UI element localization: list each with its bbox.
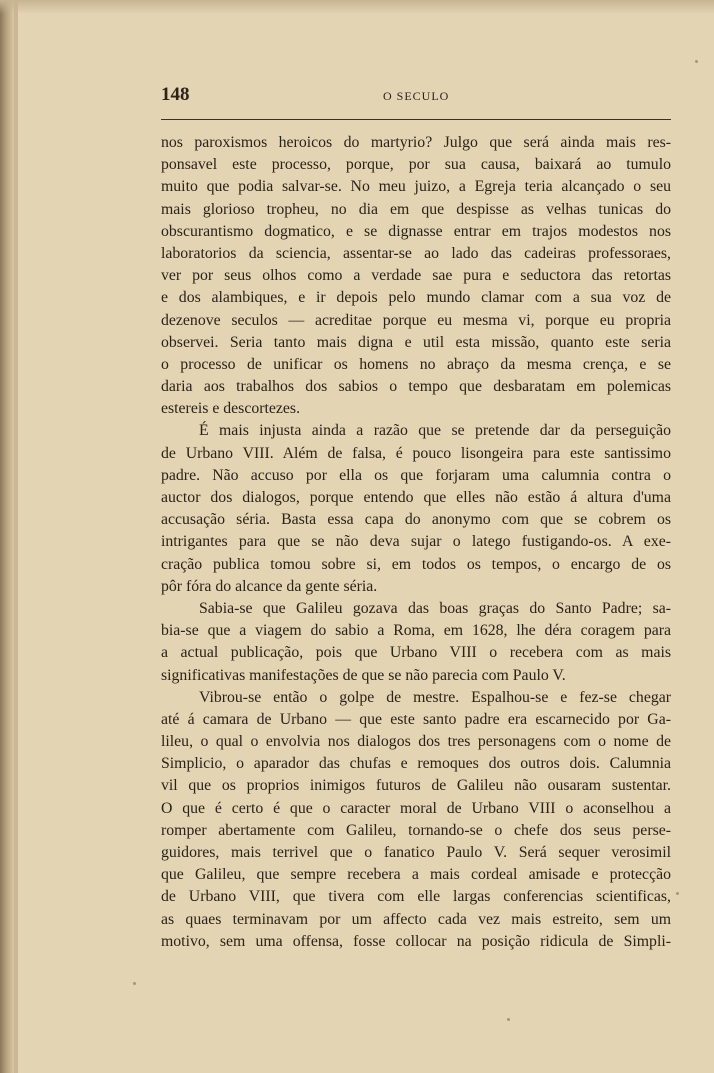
paper-speck	[695, 60, 698, 63]
text-line: mais glorioso tropheu, no dia em que despisse as velhas tunicas do	[161, 200, 671, 218]
text-line: significativas manifestações de que se não parecia com Paulo V.	[161, 666, 566, 684]
text-line: guidores, mais terrivel que o fanatico Paulo V. Será sequer verosimil	[161, 844, 671, 861]
page-fold	[14, 0, 18, 1073]
text-line: romper abertamente com Galileu, tornando-se o chefe dos seus perse-	[161, 821, 671, 839]
text-line: intrigantes para que se não deva sujar o latego fustigando-os. A exe-	[161, 533, 671, 551]
text-line: ponsavel este processo, porque, por sua causa, baixará ao tumulo	[161, 156, 671, 174]
text-line: daria aos trabalhos dos sabios o tempo que desbaratam em polemicas	[161, 378, 671, 396]
header-rule	[161, 119, 671, 120]
page-header	[161, 84, 671, 112]
paper-speck	[676, 892, 679, 895]
binding-shadow	[0, 0, 14, 1073]
text-line: lileu, o qual o envolvia nos dialogos dos tres personagens com o nome de	[161, 733, 671, 751]
text-line: nos paroxismos heroicos do martyrio? Julgo que será ainda mais res-	[161, 134, 671, 151]
text-line: Simplicio, o aparador das chufas e remoques dos outros dois. Calumnia	[161, 755, 671, 773]
text-line: motivo, sem uma offensa, fosse collocar na posição ridicula de Simpli-	[161, 932, 671, 950]
text-line: Sabia-se que Galileu gozava das boas graças do Santo Padre; sa-	[199, 599, 671, 617]
text-line: de Urbano VIII, que tivera com elle largas conferencias scientificas,	[161, 888, 671, 906]
text-line: até á camara de Urbano — que este santo padre era escarnecido por Ga-	[161, 710, 671, 728]
text-line: muito que podia salvar-se. No meu juizo, a Egreja teria alcançado o seu	[161, 178, 671, 196]
text-line: padre. Não accuso por ella os que forjaram uma calumnia contra o	[161, 466, 671, 484]
text-line: obscurantismo dogmatico, e se dignasse entrar em trajos modestos nos	[161, 222, 671, 240]
text-line: Vibrou-se então o golpe de mestre. Espalhou-se e fez-se chegar	[199, 688, 671, 706]
text-line: de Urbano VIII. Além de falsa, é pouco lisongeira para este santissimo	[161, 444, 671, 462]
paper-speck	[507, 1018, 510, 1021]
text-line: o processo de unificar os homens no abraço da mesma crença, e se	[161, 355, 671, 373]
text-line: laboratorios da sciencia, assentar-se ao lado das cadeiras professoraes,	[161, 244, 671, 262]
text-line: as quaes terminavam por um affecto cada vez mais estreito, sem um	[161, 910, 671, 928]
text-line: que Galileu, que sempre recebera a mais cordeal amisade e protecção	[161, 866, 671, 884]
text-line: vil que os proprios inimigos futuros de Galileu não ousaram sustentar.	[161, 777, 671, 795]
page-number: 148	[161, 84, 190, 105]
text-line: accusação séria. Basta essa capa do anonymo com que se cobrem os	[161, 511, 671, 529]
text-line: O que é certo é que o caracter moral de Urbano VIII o aconselhou a	[161, 799, 671, 817]
top-shade	[0, 0, 714, 14]
text-line: e dos alambiques, e ir depois pelo mundo clamar com a sua voz de	[161, 289, 671, 307]
text-line: a actual publicação, pois que Urbano VIII o recebera com as mais	[161, 644, 671, 662]
body-text	[161, 132, 671, 953]
running-title: O SECULO	[383, 89, 450, 103]
text-line: pôr fóra do alcance da gente séria.	[161, 577, 378, 595]
text-line: observei. Seria tanto mais digna e util esta missão, quanto este seria	[161, 333, 671, 351]
text-line: dezenove seculos — acreditae porque eu mesma vi, porque eu propria	[161, 311, 671, 329]
text-line: É mais injusta ainda a razão que se pretende dar da perseguição	[199, 422, 671, 440]
text-line: cração publica tomou sobre si, em todos os tempos, o encargo de os	[161, 555, 671, 573]
text-line: estereis e descortezes.	[161, 400, 301, 418]
text-line: bia-se que a viagem do sabio a Roma, em 1628, lhe déra coragem para	[161, 622, 671, 640]
paper-speck	[133, 982, 136, 985]
text-line: auctor dos dialogos, porque entendo que elles não estão á altura d'uma	[161, 489, 671, 506]
text-line: ver por seus olhos como a verdade sae pura e seductora das retortas	[161, 267, 671, 285]
